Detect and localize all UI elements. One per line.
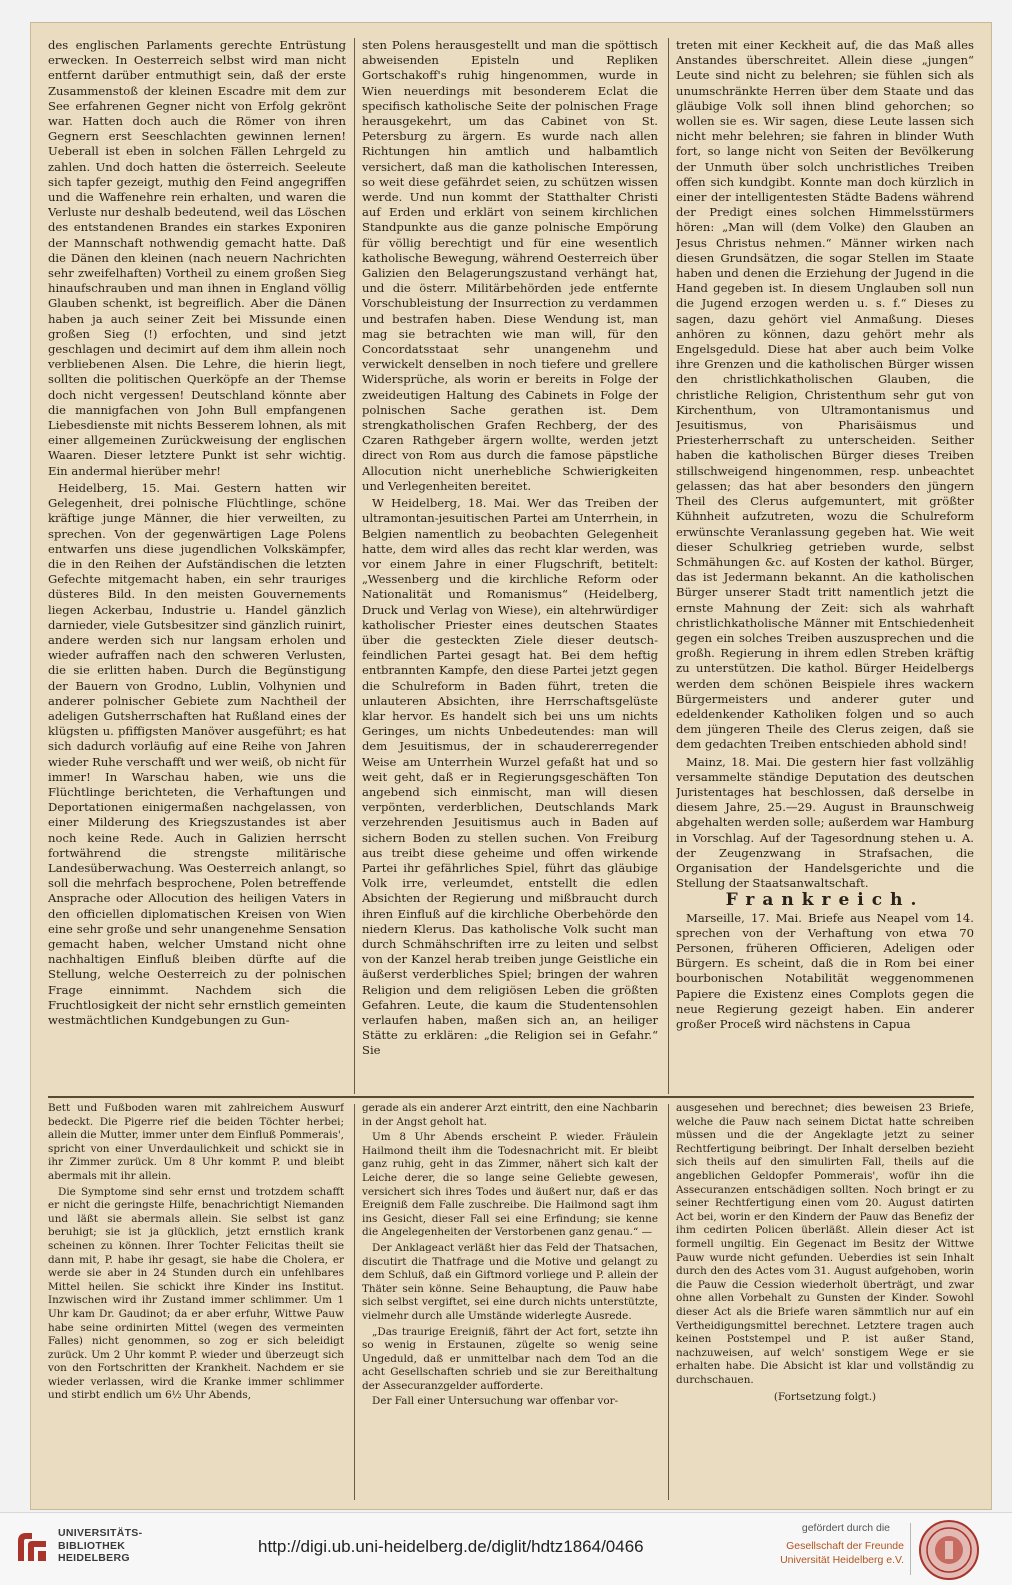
viewer-footer — [0, 1512, 1012, 1585]
column-rule — [668, 38, 669, 1094]
university-library-logo-icon — [12, 1527, 52, 1567]
sponsor-org-line: Universität Heidelberg e.V. — [780, 1554, 904, 1566]
article-marseille: Marseille, 17. Mai. Briefe aus Neapel vom 14. sprechen von der Verhaftung von etwa 70 Personen, früheren Officieren, Adeligen oder Bürgern. Es scheint, daß die in Rom bei einer bourbonischen Notabilität weggenommenen Papiere die Existenz eines Complots gegen die neue Regierung gezeigt haben. Ein anderer großer Proceß wird nächstens in Capua — [676, 910, 974, 1031]
feuilleton-paragraph: Bett und Fußboden waren mit zahlreichem Auswurf bedeckt. Die Pigerre rief die beiden Töchter herbei; allein die Mutter, immer unter dem Einfluß Pommerais', spricht von einer Unverdaulichkeit und schickt sie in ihr Zimmer zurück. Um 8 Uhr kommt P. und bleibt abermals mit ihr allein. — [48, 1102, 344, 1182]
library-name-line: UNIVERSITÄTS- — [58, 1527, 143, 1539]
column-3 — [676, 38, 974, 1094]
column-rule — [668, 1104, 669, 1500]
newspaper-page — [30, 22, 992, 1510]
feuilleton-column-1 — [48, 1102, 344, 1502]
library-name-line: BIBLIOTHEK — [58, 1539, 126, 1552]
feuilleton-paragraph: Der Anklageact verläßt hier das Feld der Thatsachen, discutirt die Thatfrage und die Motive und gelangt zu dem Schluß, daß ein Giftmord vorliege und P. allein der Thäter sein könne. Seine Behauptung, die Pauw habe sich selbst vergiftet, sei eine durch nichts unterstützte, vielmehr durch alle Umstände widerlegte Ausrede. — [362, 1241, 658, 1322]
feuilleton-column-3 — [676, 1102, 974, 1502]
column-rule — [354, 1104, 355, 1500]
column-rule — [354, 38, 355, 1094]
feuilleton-column-2 — [362, 1102, 658, 1502]
library-name — [58, 1527, 142, 1565]
article-heidelberg-15-mai: Heidelberg, 15. Mai. Gestern hatten wir Gelegenheit, drei polnische Flüchtlinge, schöne kräftige junge Männer, die hier verweilten, zu sprechen. Von der gegenwärtigen Lage Polens entwarfen uns diese jugendlichen Volkskämpfer, die in den Reihen der Aufständischen die letzten Gefechte mitgemacht haben, ein sehr trauriges düsteres Bild. In den meisten Gouvernements liegen Ackerbau, Industrie u. Handel gänzlich darnieder, viele Gutsbesitzer sind gänzlich ruinirt, andere werden sich nur langsam erholen und wieder aufraffen nach den schweren Verlusten, die sie erlitten haben. Durch die Begünstigung der Bauern von Grodno, Lublin, Volhynien und anderer polnischer Gebiete zum Nachtheil der adeligen Gutsherrschaften hat Rußland eines der klügsten u. pfiffigsten Manöver ausgeführt; es hat sich dadurch vorläufig auf eine Reihe von Jahren wieder Ruhe verschafft und wer weiß, ob nicht für immer! In Warschau haben, wie uns die Flüchtlinge berichteten, die Verhaftungen und Deportationen einigermaßen nachgelassen, von einer Milderung des Kriegszustandes ist aber noch keine Rede. Auch in Galizien herrscht fortwährend die strengste militärische Landesüberwachung. Was Oesterreich anlangt, so soll die mehrfach besprochene, Polen betreffende Ansprache oder Allocution des heiligen Vaters in den officiellen diplomatischen Kreisen von Wien eine sehr große und sehr unangenehme Sensation gemacht haben, welcher Umstand nicht ohne nachhaltigen Einfluß bleiben dürfte auf die Stellung, welche Oesterreich zu der polnischen Frage einnimmt. Nachdem sich die Fruchtlosigkeit der nicht sehr ernstlich gemeinten westmächtlichen Kundgebungen zu Gun- — [48, 480, 346, 1027]
feuilleton-paragraph: „Das traurige Ereigniß, fährt der Act fort, setzte ihn so wenig in Erstaunen, zügelte so wenig seine Ungeduld, daß er unmittelbar nach dem Tod an die acht Gesellschaften schrieb und sie zur Bereithaltung der Assecuranzgelder aufforderte. — [362, 1325, 658, 1392]
column-2 — [362, 38, 658, 1094]
sponsor-block — [780, 1521, 904, 1567]
feuilleton-paragraph: ausgesehen und berechnet; dies beweisen 23 Briefe, welche die Pauw nach seinem Dictat hatte schreiben müssen und die der Angeklagte jetzt zu seiner Rechtfertigung beibringt. Der Inhalt derselben bezieht sich theils auf den simulirten Fall, theils auf die angeblichen Geldopfer Pommerais', wofür ihn die Assecuranzen entschädigen sollten. Noch bringt er zu seiner Rechtfertigung einen vom 20. August datirten Act bei, worin er den Kindern der Pauw das Benefiz der ihm cedirten Policen überläßt. Allein dieser Act ist formell ungiltig. Ein Gegenact im Besitz der Wittwe Pauw wurde nicht gefunden. Ueberdies ist sein Inhalt durch den des Actes vom 31. August aufgehoben, worin die Pauw die Cession wiederholt überträgt, und zwar ohne allen Vorbehalt zu Gunsten der Kinder. Sowohl dieser Act als die Briefe waren sämmtlich nur auf ein Vertheidigungsmittel berechnet. Letztere tragen auch keinen Poststempel und P. ist außer Stand, nachzuweisen, auf welch' sonstigem Wege er sie erhalten habe. Die Absicht ist klar und vollständig zu durchschauen. — [676, 1102, 974, 1386]
feuilleton-paragraph: gerade als ein anderer Arzt eintritt, den eine Nachbarin in der Angst geholt hat. — [362, 1102, 658, 1128]
feuilleton-paragraph: Um 8 Uhr Abends erscheint P. wieder. Fräulein Hailmond theilt ihm die Todesnachricht mit. Er bleibt ganz ruhig, geht in das Zimmer, nähert sich kalt der Leiche derer, die so lange seine Geliebte gewesen, versichert sich ihres Todes und äußert nur, daß er das Ereigniß dem Falle zuschreibe. Die Hailmond sagt ihm ins Gesicht, dieser Fall sei eine Erfindung; sie kenne die Angelegenheiten der Verstorbenen ganz genau.“ — — [362, 1131, 658, 1239]
library-name-line: HEIDELBERG — [58, 1552, 130, 1564]
permalink-url[interactable]: http://digi.ub.uni-heidelberg.de/diglit/hdtz1864/0466 — [258, 1537, 644, 1556]
feuilleton-divider — [48, 1096, 974, 1098]
sponsor-org-line: Gesellschaft der Freunde — [786, 1540, 904, 1552]
column-1 — [48, 38, 346, 1094]
article-paragraph: treten mit einer Keckheit auf, die das Maß alles Anstandes überschreitet. Allein diese „jungen“ Leute sind nicht zu belehren; sie fühlen sich als unumschränkte Herren über dem Staate und das gläubige Volk soll ihnen blind gehorchen; so wollen sie es. Wir sagen, diese Leute lassen sich nicht mehr belehren; sie fahren in blinder Wuth fort, so lange nicht von Seiten der Bevölkerung der Unmuth über solch unchristliches Treiben offen sich kundgibt. Konnte man doch kürzlich in einer der intelligentesten Städte Badens während der Predigt eines solchen Himmelsstürmers hören: „Man will (dem Volke) den Glauben an Jesus Christus nehmen.“ Männer wirken nach diesen Grundsätzen, die sogar Stellen im Staate haben und denen die Erziehung der Jugend in die Hand gegeben ist. In diesem Unglauben soll nun die Jugend erzogen werden u. s. f.“ Dieses zu sagen, dazu gehört viel Anmaßung. Dieses anhören zu können, dazu gehört mehr als Engelsgeduld. Diese hat aber auch beim Volke ihre Grenzen und die katholischen Bürger wissen den christlichkatholischen Glauben, die christliche Religion, Christenthum sehr gut von Kirchenthum, von Ultramontanismus und Jesuitismus, von Pharisäismus und Priesterherrschaft zu unterscheiden. Seither haben die katholischen Bürger dieses Treiben stillschweigend hingenommen, resp. unbeachtet gelassen; das hat aber besonders den jüngern Theil des Clerus aufgemuntert, mit größter Kühnheit aufzutreten, wozu die Schulreform erwünschte Veranlassung gegeben hat. Wie weit dieser Schulkrieg getrieben wurde, selbst Schmähungen &c. auf Kosten der kathol. Bürger, das ist Jedermann bekannt. An die katholischen Bürger unserer Stadt tritt namentlich jetzt die ernste Mahnung der Zeit: sich als wahrhaft christlichkatholische Männer mit Entschiedenheit gegen ein solches Treiben auszusprechen und die großh. Regierung in ihrem edlen Streben kräftig zu unterstützen. Die kathol. Bürger Heidelbergs werden dem schönen Beispiele ihres wackern Bürgermeisters und anderer guter und edeldenkender Katholiken folgen und so auch dem jüngeren Theile des Clerus zeigen, daß sie dem gedachten Treiben entschieden abhold sind! — [676, 38, 974, 752]
main-text-columns — [48, 38, 974, 1094]
footer-divider — [910, 1523, 911, 1575]
feuilleton-paragraph: Der Fall einer Untersuchung war offenbar vor- — [372, 1395, 619, 1408]
feuilleton-paragraph: Die Symptome sind sehr ernst und trotzdem schafft er nicht die geringste Hilfe, benachrichtigt Niemanden und läßt sie abermals allein. Sie selbst ist ganz beruhigt; sie ist ja glücklich, jetzt ernstlich krank scheinen zu können. Ihrer Tochter Felicitas theilt sie dann mit, P. habe ihr gesagt, sie habe die Cholera, er werde sie aber in 24 Stunden durch ein unfehlbares Mittel heilen. Sie schickt ihre Kinder ins Institut. Inzwischen wird ihr Zustand immer schlimmer. Um 1 Uhr kam Dr. Gaudinot; da er aber erfuhr, Wittwe Pauw habe seine ordinirten Mittel (wegen des vermeinten Falles) nicht genommen, so zog er sich beleidigt zurück. Um 2 Uhr kommt P. wieder und überzeugt sich von den Fortschritten der Krankheit. Nachdem er sie wieder verlassen, wird die Kranke immer schlimmer und stirbt endlich um 6½ Uhr Abends, — [48, 1185, 344, 1402]
section-heading-frankreich: Frankreich. — [725, 890, 925, 911]
sponsor-label: gefördert durch die — [801, 1522, 890, 1534]
article-mainz: Mainz, 18. Mai. Die gestern hier fast vollzählig versammelte ständige Deputation des deutschen Juristentages hat beschlossen, daß derselbe in diesem Jahre, 25.—29. August in Braunschweig abgehalten werden solle; außerdem war Hamburg in Vorschlag. Auf der Tagesordnung stehen u. A. der Zeugenzwang in Strafsachen, die Organisation der Handelsgerichte und die Stellung der Staatsanwaltschaft. — [676, 754, 974, 891]
feuilleton-section — [48, 1102, 974, 1502]
article-heidelberg-18-mai: W Heidelberg, 18. Mai. Wer das Treiben der ultramontan-jesuitischen Partei am Unterrhein, in Belgien namentlich zu beobachten Gelegenheit hatte, dem wird alles das recht klar werden, was vor einem Jahre in einer Flugschrift, betitelt: „Wessenberg und die kirchliche Reform oder Nationalität und Romanismus“ (Heidelberg, Druck und Verlag von Wiese), ein altehrwürdiger katholischer Priester eines deutschen Staates über die gesteckten Ziele dieser deutsch-feindlichen Partei gesagt hat. Bei dem heftig entbrannten Kampfe, den diese Partei jetzt gegen die Schulreform in Baden führt, treten die unlauteren Absichten, ihre Herrschaftsgelüste klar hervor. Es handelt sich bei uns um nichts Geringes, um nichts Unbedeutendes: man will dem Jesuitismus, der in schaudererregender Weise am Unterrhein Wurzel gefaßt hat und so weit geht, daß er in Regierungsgeschäften Ton angebend sich einmischt, man will diesen verpönten, verderblichen, Deutschlands Mark verzehrenden Jesuitismus auch in Baden auf sichern Boden zu stellen suchen. Von Freiburg aus treibt diese geheime und offen wirkende Partei ihr gefährliches Spiel, führt das gläubige Volk irre, verleumdet, entstellt die edlen Absichten der Regierung und mißbraucht durch ihren Einfluß auf die kirchliche Oberbehörde den niedern Klerus. Das katholische Volk sucht man durch Schmähschriften irre zu leiten und selbst von der Kanzel herab treiben junge Geistliche ein äußerst verderbliches Spiel; bringen der wahren Religion und dem religiösen Leben die größten Gefahren. Leute, die kaum die Studentensohlen verlaufen haben, maßen sich an, an heiliger Stätte zu erklären: „die Religion sei in Gefahr.“ Sie — [362, 496, 658, 1058]
university-seal-icon — [918, 1519, 980, 1581]
continuation-note: (Fortsetzung folgt.) — [773, 1391, 877, 1404]
article-paragraph: des englischen Parlaments gerechte Entrüstung erwecken. In Oesterreich selbst wird man nicht entfernt darüber entmuthigt sein, daß der erste Zusammenstoß der kleinen Escadre mit dem zur See erfahrenen Gegner nicht von Erfolg gekrönt war. Hatten doch auch die Römer von ihren Gegnern erst Seeschlachten gewinnen lernen! Ueberall ist eben in solchen Fällen Lehrgeld zu zahlen. Und doch hatten die österreich. Seeleute sich tapfer gezeigt, muthig den Feind angegriffen und die Waffenehre rein erhalten, und waren die Verluste nur deshalb bedeutend, weil das Löschen des entstandenen Brandes ein starkes Exponiren der Mannschaft nothwendig gemacht hatte. Daß die Dänen den kleinen (nach neuern Nachrichten sehr zweifelhaften) Vortheil zu einem großen Sieg hinaufschrauben und man ihnen in England völlig Glauben schenkt, ist begreiflich. Aber die Dänen haben ja auch seiner Zeit bei Missunde einen großen Sieg (!) erfochten, und sind jetzt geschlagen und decimirt auf dem ihm allein noch verbliebenen Alsen. Die Lehre, die hierin liegt, sollten die politischen Querköpfe an der Themse doch nicht vergessen! Deutschland könnte aber die mannigfachen von John Bull empfangenen Liebesdienste mit nichts Besserem lohnen, als mit einer allgemeinen Zurückweisung der englischen Waaren. Dieser letztere Punkt ist sehr wichtig. Ein andermal hierüber mehr! — [48, 38, 346, 478]
article-paragraph: sten Polens herausgestellt und man die spöttisch abweisenden Episteln und Repliken Gortschakoff's ruhig hingenommen, wurde in Wien neuerdings mit besonderem Eclat die specifisch katholische Seite der polnischen Frage herausgekehrt, um das Cabinet von St. Petersburg zu ärgern. Es wurde nach allen Richtungen hin amtlich und halbamtlich versichert, daß man die katholischen Interessen, so weit diese gefährdet seien, zu schützen wissen werde. Und nun kommt der Statthalter Christi auf Erden und erklärt von seinem kirchlichen Standpunkte aus die ganze polnische Empörung für völlig berechtigt und für eine wesentlich katholische Bewegung, während Oesterreich über Galizien den Belagerungszustand verhängt hat, und die österr. Militärbehörden jede entfernte Vorschubleistung der Insurrection zu verdammen und bestrafen haben. Diese Wendung ist, man mag sie betrachten wie man will, für den Concordatsstaat sehr unangenehm und verwickelt denselben in noch tiefere und grellere Widersprüche, als worin er bereits in Folge der zweideutigen Haltung des Cabinets in Folge der polnischen Sache gerathen ist. Dem strengkatholischen Grafen Rechberg, der des Czaren Rathgeber ärgern wollte, werden jetzt direct von Rom aus durch die famose päpstliche Allocution nicht unerhebliche Schwierigkeiten und Verlegenheiten bereitet. — [362, 38, 658, 493]
